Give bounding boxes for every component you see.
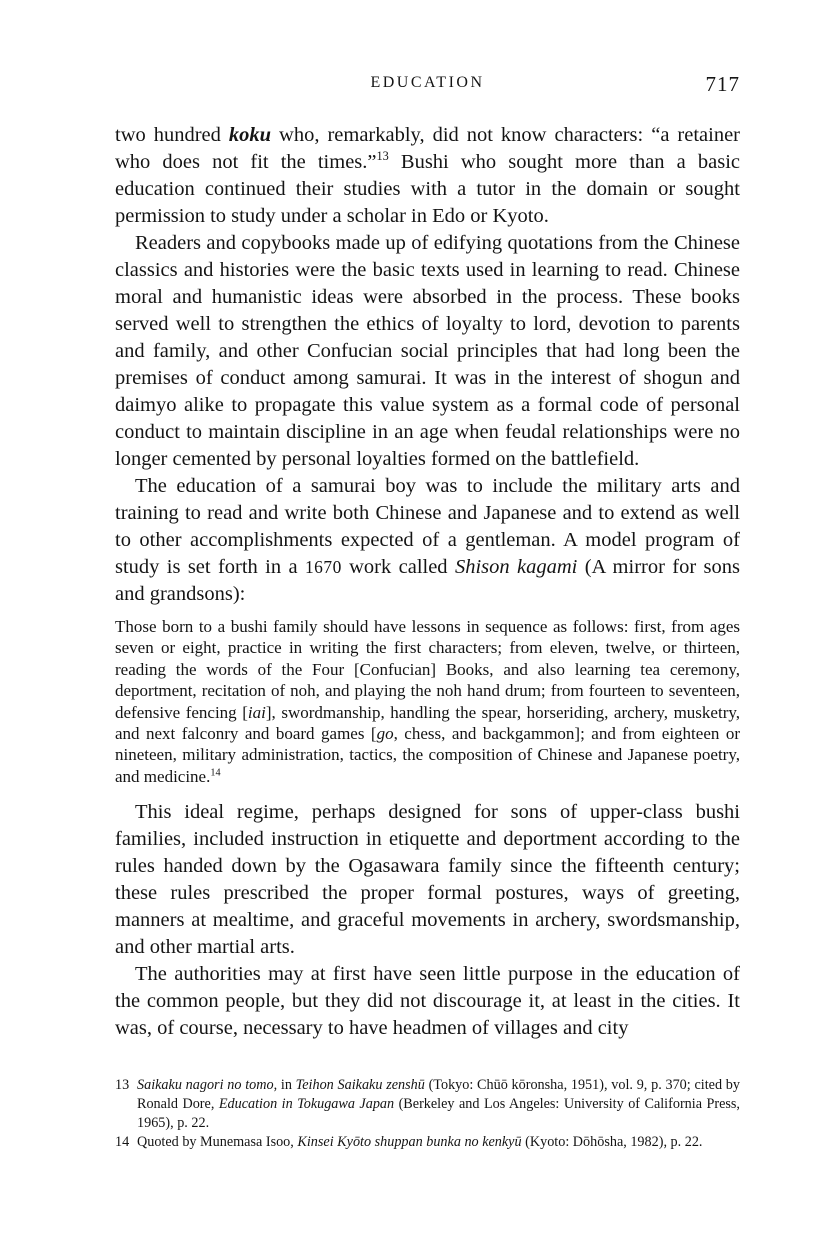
footnote-13 (115, 1076, 740, 1133)
page-header (115, 66, 740, 106)
footnote-13-title-3: Education in Tokugawa Japan (218, 1096, 395, 1112)
paragraph-3-text-c: (A mirror for sons and grandsons): (115, 556, 741, 605)
paragraph-1-text-c: Bushi who sought more than a basic education continued their studies with a tutor in the domain or sought permission to study under a scholar in Edo or Kyoto. (115, 151, 740, 227)
footnote-13-text-a: , in (273, 1077, 296, 1093)
body-text (115, 122, 740, 1042)
title-shison-kagami: Shison kagami (454, 556, 578, 578)
footnote-14-text-b: (Kyoto: Dōhōsha, 1982), p. 22. (521, 1134, 703, 1150)
quote-text-a: Those born to a bushi family should have lessons in sequence as follows: first, from ages seven or eight, practice in writing the first characters; from eleven, twelve, or thirteen, reading the words of the Four [Confucian] Books, and also learning tea ceremony, deportment, recitation of noh, and playing the noh hand drum; from fourteen to seventeen, defensive fencing [ (115, 617, 740, 722)
footnote-13-number: 13 (115, 1077, 130, 1093)
footnote-14 (115, 1133, 740, 1152)
footnote-ref-14[interactable]: 14 (210, 767, 221, 779)
year-1670: 1670 (304, 557, 342, 577)
paragraph-1 (115, 122, 740, 230)
paragraph-5: The authorities may at first have seen little purpose in the education of the common people, but they did not discourage it, at least in the cities. It was, of course, necessary to have headmen of villages and city (115, 963, 740, 1040)
paragraph-4: This ideal regime, perhaps designed for sons of upper-class bushi families, included instruction in etiquette and deportment according to the rules handed down by the Ogasawara family since the fifteenth century; these rules prescribed the proper formal postures, ways of greeting, manners at mealtime, and graceful movements in archery, swordsmanship, and other martial arts. (115, 801, 740, 959)
quote-text-b: ], swordmanship, handling the spear, horseriding, archery, musketry, and next falconry and board games [ (115, 702, 741, 744)
running-head: EDUCATION (370, 74, 485, 91)
footnote-14-number: 14 (115, 1134, 130, 1150)
footnote-13-text-b: (Tokyo: Chūō kōronsha, 1951), vol. 9, p. 370; cited by Ronald Dore, (137, 1077, 740, 1112)
term-go: go (376, 724, 394, 744)
footnotes (115, 1076, 740, 1152)
block-quote (115, 616, 740, 787)
term-iai: iai (247, 702, 266, 722)
paragraph-1-text-b: who, remarkably, did not know characters: “a retainer who does not fit the times.” (115, 124, 740, 173)
paragraph-3-text-a: The education of a samurai boy was to include the military arts and training to read and write both Chinese and Japanese and to extend as well to other accomplishments expected of a gentleman. A model program of study is set forth in a (115, 475, 740, 578)
paragraph-2: Readers and copybooks made up of edifying quotations from the Chinese classics and histories were the basic texts used in learning to read. Chinese moral and humanistic ideas were absorbed in the process. These books served well to strengthen the ethics of loyalty to lord, devotion to parents and family, and other Confucian social principles that had long been the premises of conduct among samurai. It was in the interest of shogun and daimyo alike to propagate this value system as a formal code of personal conduct to maintain discipline in an age when feudal relationships were no longer cemented by personal loyalties formed on the battlefield. (115, 232, 740, 470)
quote-text-c: , chess, and backgammon]; and from eighteen or nineteen, military administration, tactics, the composition of Chinese and Japanese poetry, and medicine. (115, 724, 740, 786)
footnote-ref-13[interactable]: 13 (376, 149, 389, 164)
footnote-13-title-1: Saikaku nagori no tomo (137, 1077, 274, 1093)
footnote-14-text-a: Quoted by Munemasa Isoo, (137, 1134, 298, 1150)
paragraph-3-text-b: work called (341, 556, 455, 578)
footnote-14-title: Kinsei Kyōto shuppan bunka no kenkyū (297, 1134, 522, 1150)
page-number: 717 (705, 72, 740, 96)
paragraph-1-text-a: two hundred (115, 124, 229, 146)
paragraph-3 (115, 473, 740, 608)
footnote-13-text-c: (Berkeley and Los Angeles: University of California Press, 1965), p. 22. (137, 1096, 740, 1131)
footnote-13-title-2: Teihon Saikaku zenshū (295, 1077, 425, 1093)
term-koku: koku (228, 124, 272, 146)
